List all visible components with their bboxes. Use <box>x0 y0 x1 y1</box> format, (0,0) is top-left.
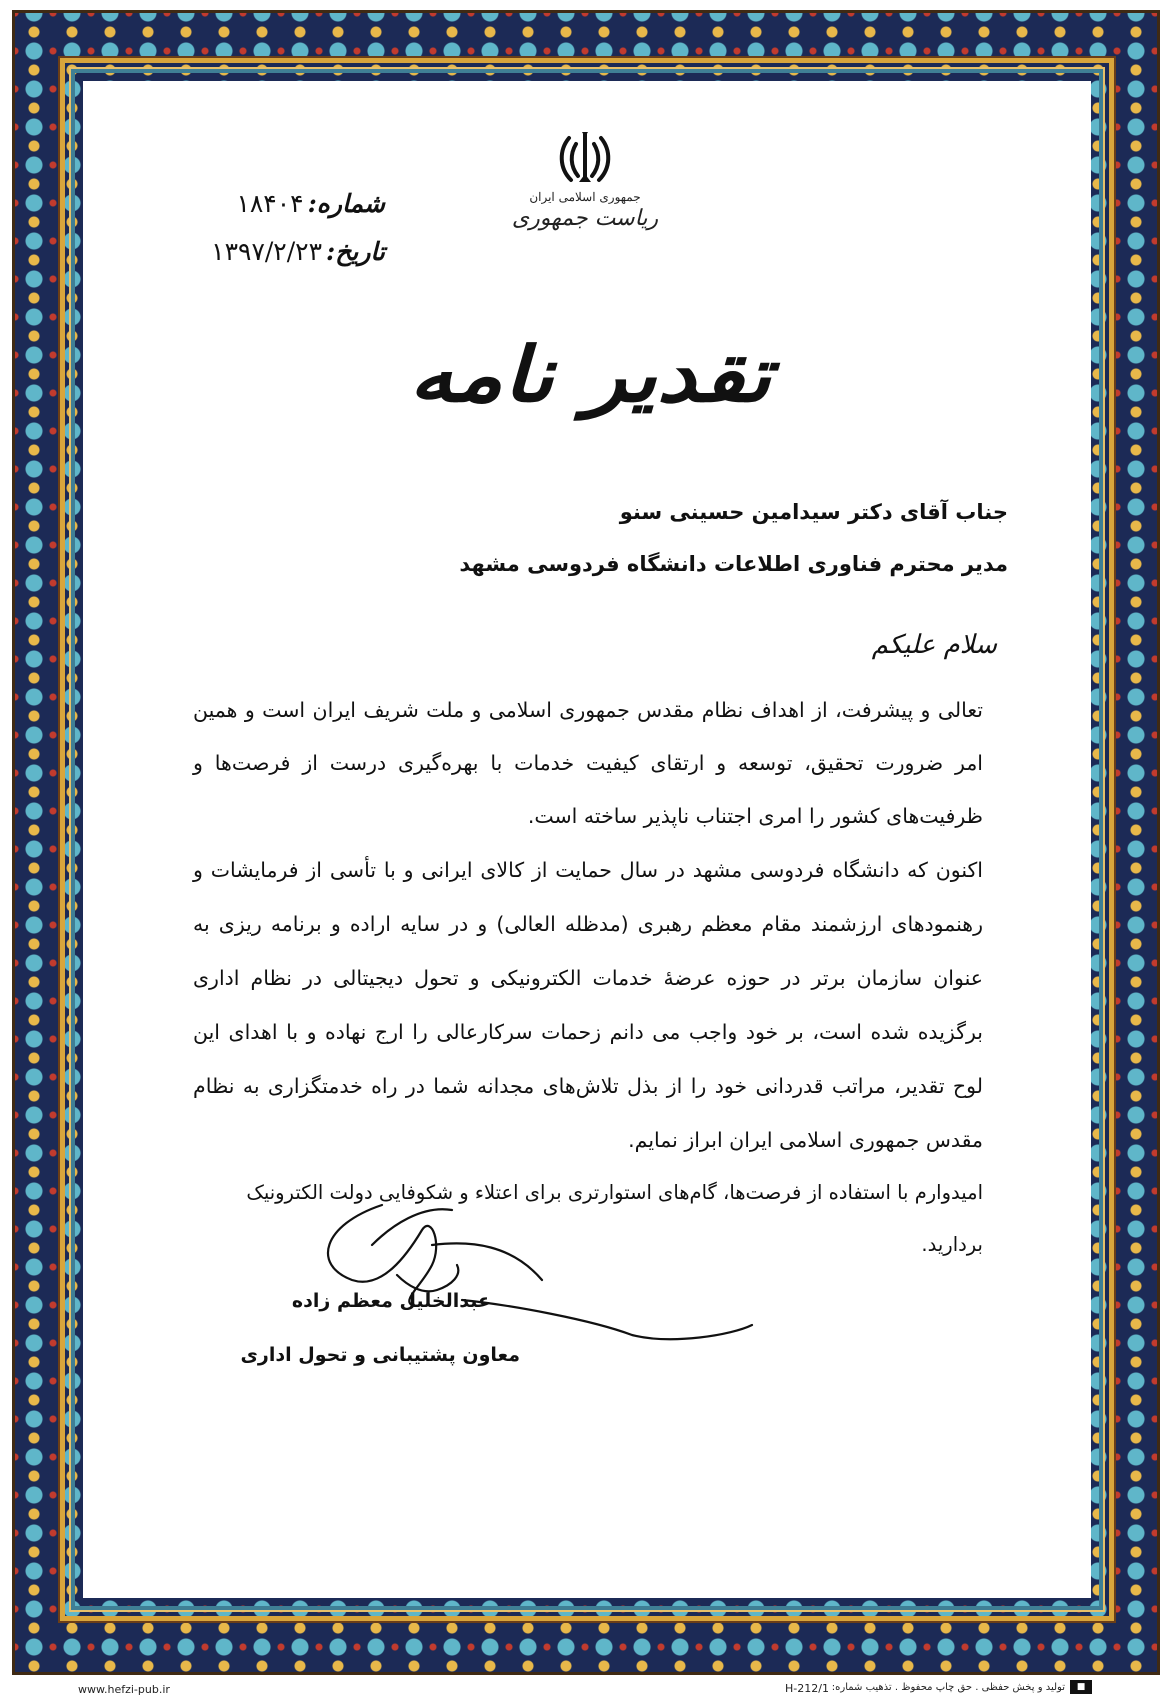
addressee <box>459 486 1008 590</box>
publisher-logo-icon: ■ <box>1070 1680 1092 1694</box>
publisher-url: www.hefzi-pub.ir <box>78 1683 170 1696</box>
print-note: تولید و پخش حفظی . حق چاپ محفوظ . تذهیب شماره: <box>831 1682 1065 1693</box>
body-paragraph-2: اکنون که دانشگاه فردوسی مشهد در سال حمایت از کالای ایرانی و با تأسی از فرمایشات و رهنمودهای ارزشمند مقام معظم رهبری (مدظله العالی) و در سایه اراده و برنامه ریزی به عنوان سازمان برتر در حوزه عرضهٔ خدمات الکترونیکی و تحول دیجیتالی در نظام اداری برگزیده شده است، بر خود واجب می دانم زحمات سرکارعالی را ارج نهاده و با اهدای این لوح تقدیر، مراتب قدردانی خود را از بذل تلاش‌های مجدانه شما در راه خدمتگزاری به نظام مقدس جمهوری اسلامی ایران ابراز نمایم. <box>193 858 983 1152</box>
greeting: سلام علیکم <box>871 630 997 660</box>
number-label: شماره: <box>307 189 385 218</box>
reference-date <box>211 228 385 276</box>
date-value: ۱۳۹۷/۲/۲۳ <box>211 237 323 266</box>
handwritten-signature <box>312 1185 772 1355</box>
addressee-name: جناب آقای دکتر سیدامین حسینی سنو <box>619 500 1008 524</box>
signatory-title: معاون پشتیبانی و تحول اداری <box>240 1344 520 1366</box>
reference-number <box>211 180 385 228</box>
design-code: H-212/1 <box>785 1682 829 1695</box>
emblem-caption: جمهوری اسلامی ایران <box>529 190 641 204</box>
signatory-name: عبدالخلیل معظم زاده <box>291 1290 491 1312</box>
office-name: ریاست جمهوری <box>511 206 659 231</box>
iran-emblem-icon <box>555 130 615 188</box>
number-value: ۱۸۴۰۴ <box>236 189 304 218</box>
letter-body <box>193 684 983 1271</box>
document-title: تقدیر نامه <box>408 330 772 419</box>
letterhead <box>510 130 660 280</box>
reference-block <box>211 180 385 276</box>
body-paragraph-1: تعالی و پیشرفت، از اهداف نظام مقدس جمهوری اسلامی و ملت شریف ایران است و همین امر ضرورت تحقیق، توسعه و ارتقای کیفیت خدمات با بهره‌گیری درست از فرصت‌ها و ظرفیت‌های کشور را امری اجتناب ناپذیر ساخته است. <box>193 698 983 828</box>
body-paragraph-3: امیدوارم با استفاده از فرصت‌ها، گام‌های استوارتری برای اعتلاء و شکوفایی دولت الکترونیک بردارید. <box>246 1181 983 1256</box>
addressee-position: مدیر محترم فناوری اطلاعات دانشگاه فردوسی مشهد <box>459 552 1008 576</box>
date-label: تاریخ: <box>326 237 385 266</box>
